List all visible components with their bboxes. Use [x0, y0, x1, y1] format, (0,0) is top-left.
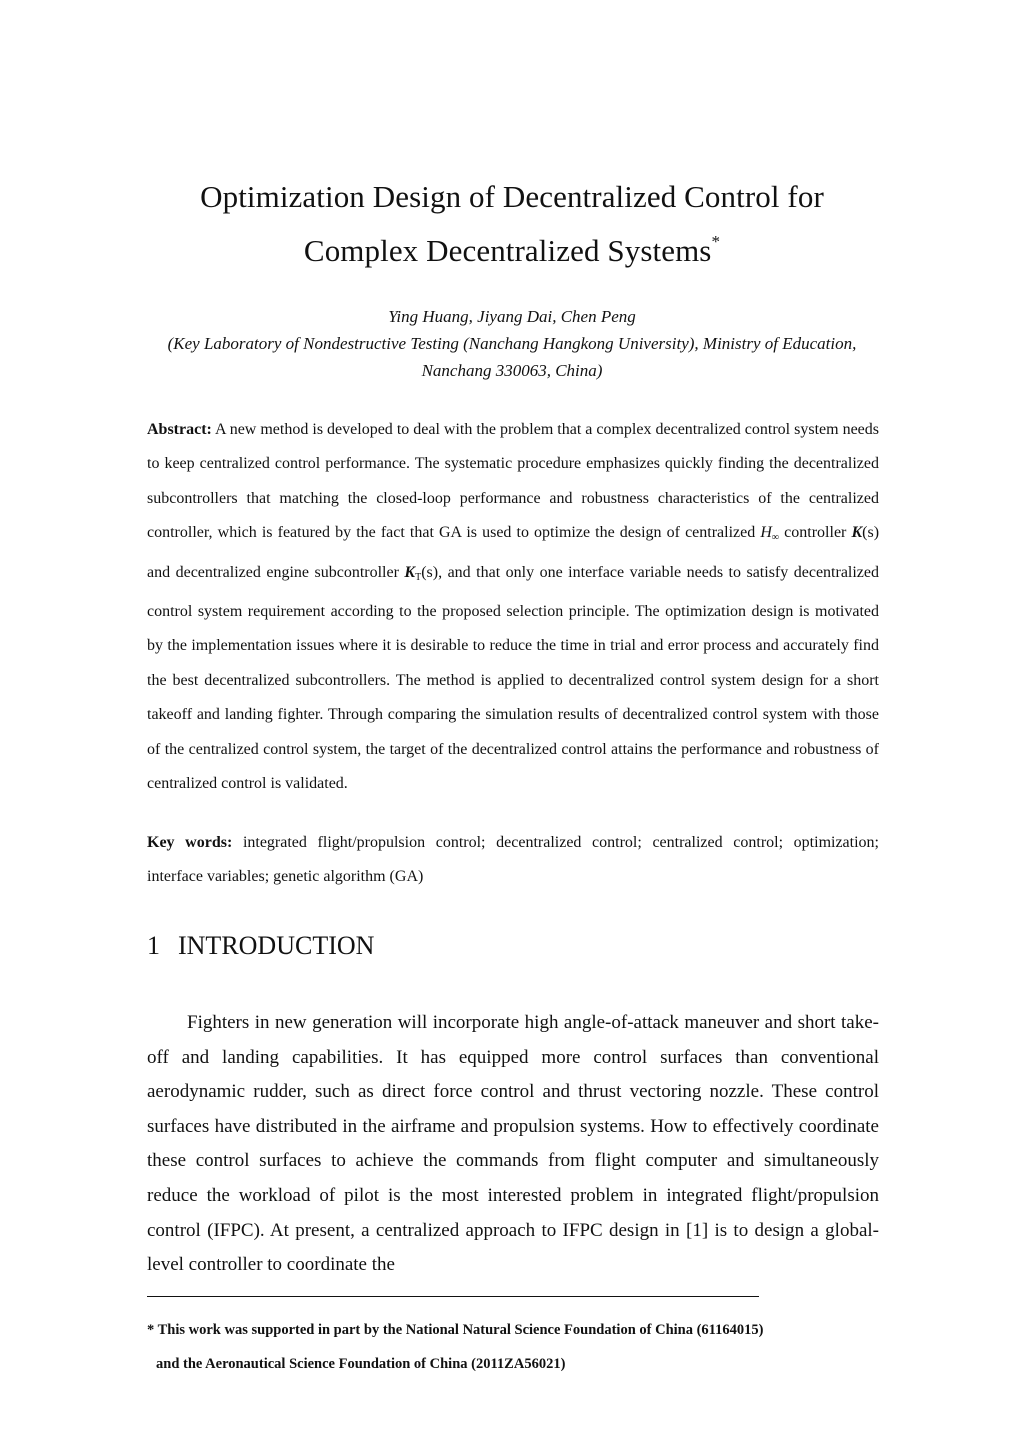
abstract-text-2: controller	[784, 524, 847, 542]
kt-subscript: T	[415, 571, 422, 583]
introduction-paragraph: Fighters in new generation will incorporate high angle-of-attack maneuver and short take-off and landing capabilities. It has equipped more control surfaces than conventional aerodynamic rudder, such as direct force control and thrust vectoring nozzle. These control surfaces have distributed in the airframe and propulsion systems. How to effectively coordinate these control surfaces to achieve the commands from flight computer and simultaneously reduce the workload of pilot is the most interested problem in integrated flight/propulsion control (IFPC). At present, a centralized approach to IFPC design in [1] is to design a global-level controller to coordinate the	[147, 1012, 879, 1276]
abstract-text-4: , and that only one interface variable needs to satisfy decentralized control system requirement according to the proposed selection principle. The optimization design is motivated by the implementation issues where it is desirable to reduce the time in trial and error process and accurately find the best decentralized subcontrollers. The method is applied to decentralized control system design for a short takeoff and landing fighter. Through comparing the simulation results of decentralized control system with those of the centralized control system, the target of the decentralized control attains the performance and robustness of centralized control is validated.	[147, 563, 880, 793]
abstract-label: Abstract:	[147, 421, 212, 438]
section-title: INTRODUCTION	[178, 931, 375, 960]
keywords-paragraph	[147, 826, 879, 895]
kt-argument: (s)	[421, 563, 439, 581]
section-number: 1	[147, 931, 160, 960]
footnote-line-1: * This work was supported in part by the National Natural Science Foundation of China (61164015)	[147, 1322, 764, 1338]
footnote	[147, 1313, 887, 1381]
introduction-body	[147, 1006, 879, 1283]
title-footnote-marker[interactable]: *	[711, 232, 721, 251]
section-heading-introduction	[147, 926, 374, 966]
keywords	[147, 826, 879, 895]
abstract	[147, 413, 879, 801]
abstract-text-1: A new method is developed to deal with the problem that a complex decentralized control system needs to keep centralized control performance. The systematic procedure emphasizes quickly finding the decentralized subcontrollers that matching the closed-loop performance and robustness characteristics of the centralized controller, which is featured by the fact that GA is used to optimize the design of centralized	[147, 421, 879, 542]
h-infinity-symbol	[760, 524, 780, 544]
keywords-text: integrated flight/propulsion control; decentralized control; centralized control; optimization; interface variables; genetic algorithm (GA)	[147, 834, 879, 886]
k-symbol: K	[851, 524, 863, 542]
title-line-2-text: Complex Decentralized Systems	[303, 233, 712, 268]
h-subscript: ∞	[771, 532, 780, 544]
keywords-label: Key words:	[147, 834, 233, 851]
affiliation-line-1: (Key Laboratory of Nondestructive Testing (Nanchang Hangkong University), Ministry of Education,	[167, 334, 857, 353]
title-line-1: Optimization Design of Decentralized Control for	[200, 179, 824, 214]
affiliation-line-2: Nanchang 330063, China)	[421, 361, 603, 380]
abstract-paragraph	[147, 413, 879, 801]
paper-title	[0, 170, 1024, 278]
author-block	[0, 303, 1024, 384]
author-names: Ying Huang, Jiyang Dai, Chen Peng	[388, 307, 636, 326]
footnote-line-2: and the Aeronautical Science Foundation of China (2011ZA56021)	[156, 1356, 566, 1372]
h-symbol: H	[760, 524, 772, 542]
footnote-divider	[147, 1296, 759, 1297]
abstract-text-3: and decentralized engine subcontroller	[147, 563, 399, 581]
k-argument: (s)	[862, 524, 880, 542]
title-line-2	[0, 224, 1024, 278]
kt-symbol: K	[404, 563, 416, 581]
